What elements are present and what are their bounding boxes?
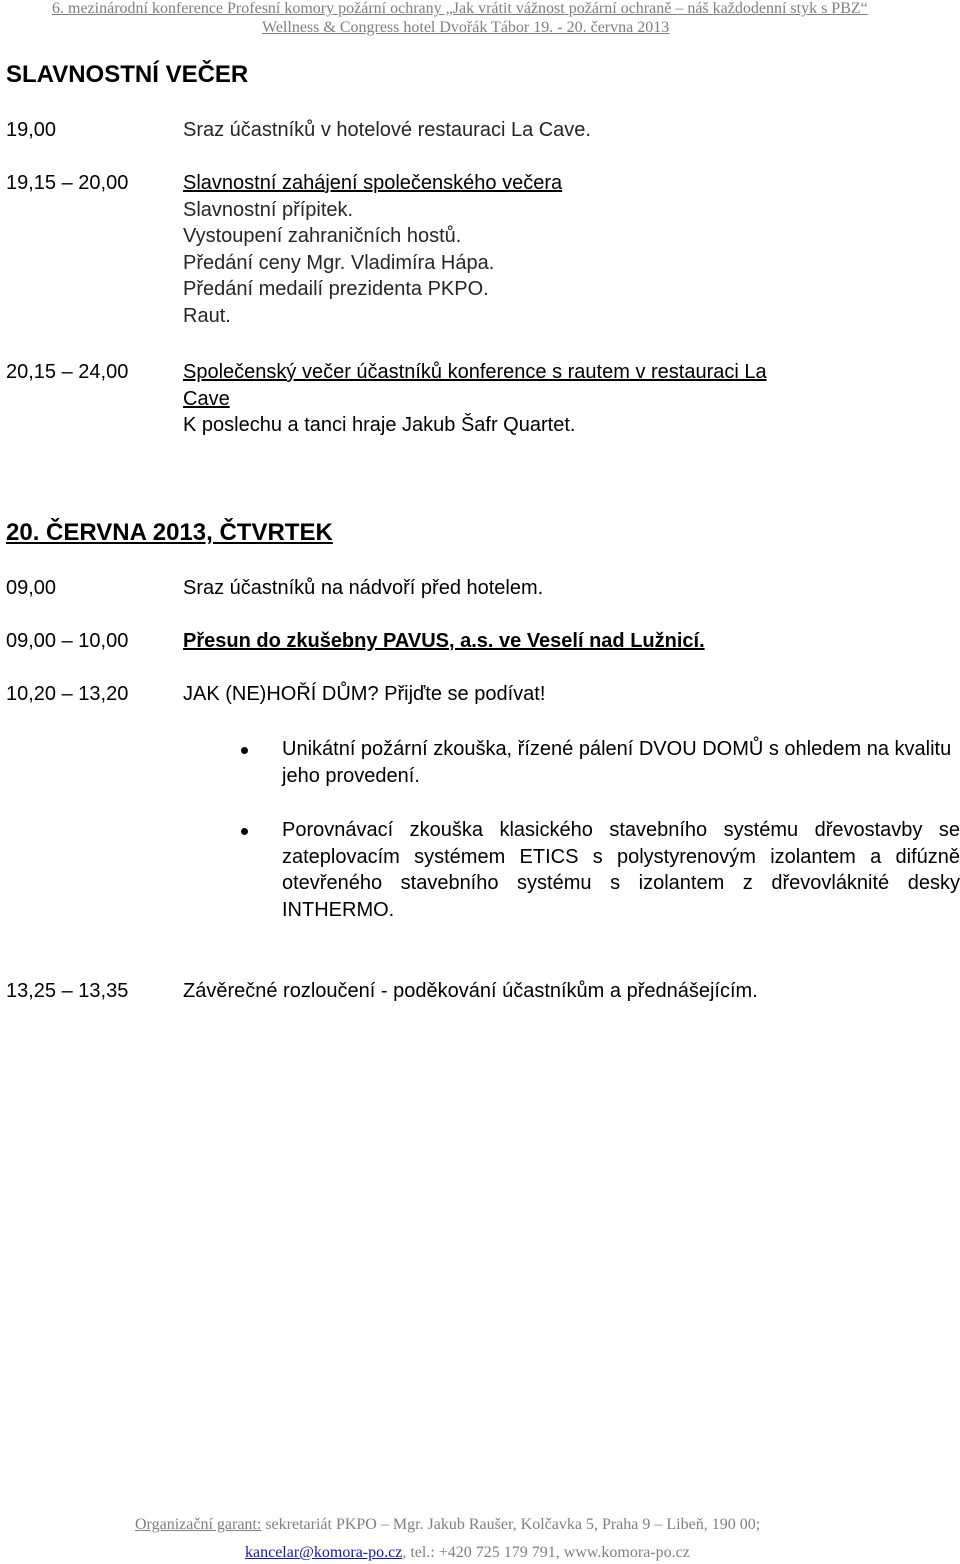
agenda-text: Raut. — [183, 304, 231, 327]
agenda-text: Předání medailí prezidenta PKPO. — [183, 278, 489, 300]
agenda-heading: Přesun do zkušebny PAVUS, a.s. ve Veselí nad Lužnicí. — [183, 630, 705, 652]
bullet-icon — [241, 747, 248, 754]
section-title-slavnostni-vecer: SLAVNOSTNÍ VEČER — [6, 61, 249, 88]
agenda-text: Sraz účastníků v hotelové restauraci La Cave. — [183, 119, 591, 141]
time-label: 20,15 – 24,00 — [6, 361, 129, 383]
time-label: 09,00 — [6, 577, 57, 599]
agenda-text: K poslechu a tanci hraje Jakub Šafr Quartet. — [183, 414, 576, 436]
bullet-text: Unikátní požární zkouška, řízené pálení DVOU DOMŮ s ohledem na kvalitu jeho provedení. — [282, 738, 952, 787]
header-line-1: 6. mezinárodní konference Profesní komory požární ochrany „Jak vrátit vážnost požární ochraně – náš každodenní styk s PBZ“ — [52, 0, 868, 17]
section-title-day: 20. ČERVNA 2013, ČTVRTEK — [6, 519, 333, 546]
header-line-2: Wellness & Congress hotel Dvořák Tábor 19. - 20. června 2013 — [262, 19, 670, 36]
footer-line-2 — [245, 1542, 690, 1564]
agenda-heading: Společenský večer účastníků konference s rautem v restauraci La — [183, 361, 767, 383]
bullet-icon — [241, 828, 248, 835]
agenda-heading: Slavnostní zahájení společenského večera — [183, 172, 563, 194]
footer-contact: , tel.: +420 725 179 791, www.komora-po.cz — [402, 1544, 690, 1561]
time-label: 09,00 – 10,00 — [6, 630, 129, 652]
bullet-text: Porovnávací zkouška klasického stavebního systému dřevostavby se zateplovacím systémem ETICS s polystyrenovým izolantem a difúzně otevřeného stavebního systému s izolantem z dřevovláknité desky INTHERMO. — [282, 819, 960, 921]
footer-address: sekretariát PKPO – Mgr. Jakub Raušer, Kolčavka 5, Praha 9 – Libeň, 190 00; — [261, 1516, 761, 1533]
agenda-heading: Cave — [183, 387, 230, 410]
footer-line-1 — [135, 1514, 760, 1536]
time-label: 13,25 – 13,35 — [6, 980, 129, 1002]
footer-label: Organizační garant: — [135, 1516, 262, 1533]
agenda-text: Sraz účastníků na nádvoří před hotelem. — [183, 577, 544, 599]
time-label: 10,20 – 13,20 — [6, 683, 129, 705]
agenda-text: Předání ceny Mgr. Vladimíra Hápa. — [183, 251, 495, 274]
agenda-text: Závěrečné rozloučení - poděkování účastníkům a přednášejícím. — [183, 980, 758, 1002]
footer-email-link[interactable]: kancelar@komora-po.cz — [245, 1544, 403, 1561]
time-label: 19,00 — [6, 119, 57, 141]
time-label: 19,15 – 20,00 — [6, 172, 129, 194]
agenda-text: Slavnostní přípitek. — [183, 198, 354, 221]
agenda-text: Vystoupení zahraničních hostů. — [183, 225, 462, 247]
agenda-text: JAK (NE)HOŘÍ DŮM? Přijďte se podívat! — [183, 683, 546, 705]
